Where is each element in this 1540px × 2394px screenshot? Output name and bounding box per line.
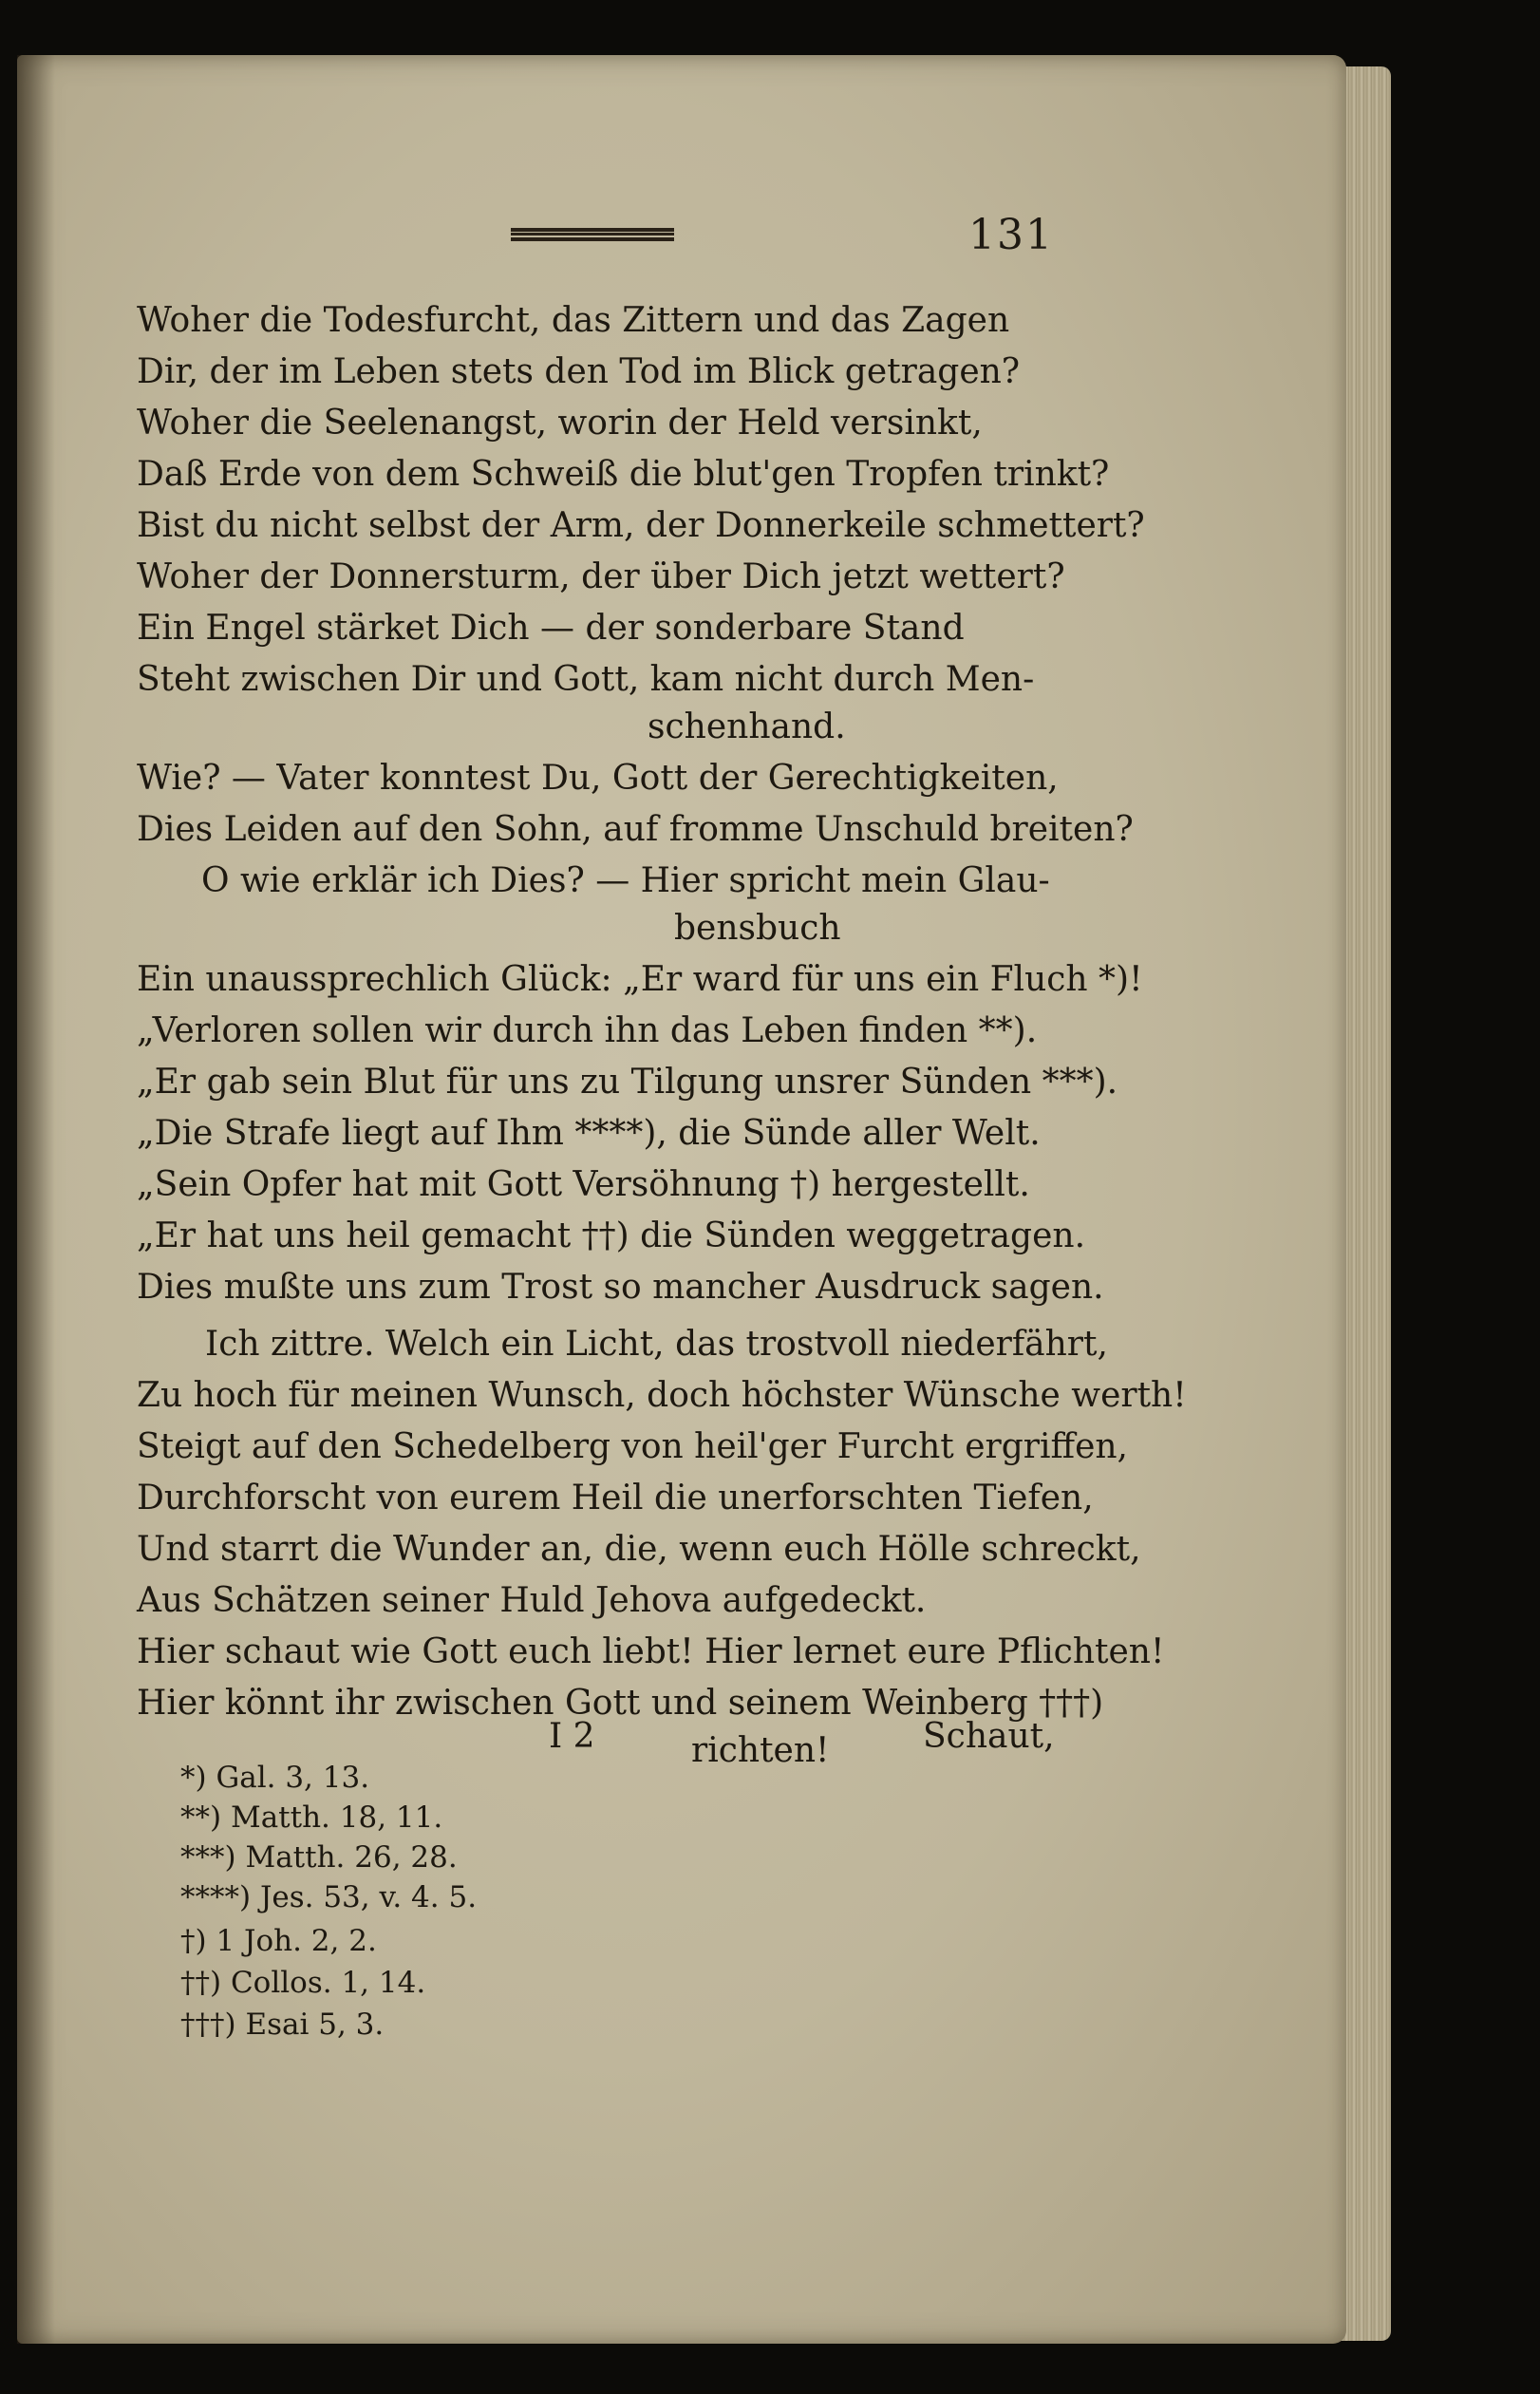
poem-line: Aus Schätzen seiner Huld Jehova aufgedeckt.: [137, 1581, 927, 1620]
poem-line: Dies mußte uns zum Trost so mancher Ausdruck sagen.: [137, 1268, 1104, 1307]
signature-mark: I 2: [549, 1717, 595, 1756]
page-number: 131: [968, 211, 1054, 259]
poem-line: Dir, der im Leben stets den Tod im Blick getragen?: [137, 352, 1021, 391]
gutter-shadow: [17, 55, 55, 2344]
footnote: *) Gal. 3, 13.: [180, 1761, 370, 1795]
poem-line: Ein Engel stärket Dich — der sonderbare Stand: [137, 609, 965, 648]
poem-line: Zu hoch für meinen Wunsch, doch höchster Wünsche werth!: [137, 1376, 1187, 1415]
poem-line: Hier schaut wie Gott euch liebt! Hier lernet eure Pflichten!: [137, 1632, 1165, 1671]
footnote: **) Matth. 18, 11.: [180, 1800, 443, 1835]
poem-line: „Verloren sollen wir durch ihn das Leben finden **).: [137, 1011, 1038, 1050]
poem-line: Und starrt die Wunder an, die, wenn euch Hölle schreckt,: [137, 1530, 1141, 1569]
poem-line: bensbuch: [674, 909, 841, 948]
poem-line: Daß Erde von dem Schweiß die blut'gen Tropfen trinkt?: [137, 455, 1110, 494]
poem-line: schenhand.: [648, 707, 846, 746]
poem-line: O wie erklär ich Dies? — Hier spricht mein Glau-: [201, 861, 1050, 900]
footnote: †††) Esai 5, 3.: [180, 2008, 385, 2042]
poem-line: Steht zwischen Dir und Gott, kam nicht durch Men-: [137, 660, 1035, 699]
poem-line: Steigt auf den Schedelberg von heil'ger Furcht ergriffen,: [137, 1427, 1128, 1466]
footnote: †) 1 Joh. 2, 2.: [180, 1924, 377, 1958]
poem-line: Wie? — Vater konntest Du, Gott der Gerechtigkeiten,: [137, 759, 1059, 798]
poem-line: Durchforscht von eurem Heil die unerforschten Tiefen,: [137, 1479, 1094, 1517]
poem-line: „Er gab sein Blut für uns zu Tilgung unsrer Sünden ***).: [137, 1063, 1118, 1102]
poem-line: Ich zittre. Welch ein Licht, das trostvoll niederfährt,: [205, 1325, 1108, 1364]
poem-line: Woher die Todesfurcht, das Zittern und das Zagen: [137, 301, 1010, 340]
poem-line: Woher der Donnersturm, der über Dich jetzt wettert?: [137, 557, 1065, 596]
poem-line: Hier könnt ihr zwischen Gott und seinem Weinberg †††): [137, 1684, 1104, 1723]
catchword: Schaut,: [923, 1717, 1055, 1756]
poem-line: „Sein Opfer hat mit Gott Versöhnung †) hergestellt.: [137, 1165, 1030, 1204]
poem-line: Dies Leiden auf den Sohn, auf fromme Unschuld breiten?: [137, 810, 1134, 849]
poem-line: Bist du nicht selbst der Arm, der Donnerkeile schmettert?: [137, 506, 1145, 545]
poem-line: Ein unaussprechlich Glück: „Er ward für uns ein Fluch *)!: [137, 960, 1143, 999]
footnote: ***) Matth. 26, 28.: [180, 1840, 458, 1875]
footnote: ††) Collos. 1, 14.: [180, 1966, 426, 2000]
footnote: ****) Jes. 53, v. 4. 5.: [180, 1880, 478, 1914]
poem-line: richten!: [691, 1731, 830, 1770]
poem-line: Woher die Seelenangst, worin der Held versinkt,: [137, 404, 983, 443]
header-rule: [511, 228, 674, 241]
poem-line: „Er hat uns heil gemacht ††) die Sünden weggetragen.: [137, 1216, 1086, 1255]
poem-line: „Die Strafe liegt auf Ihm ****), die Sünde aller Welt.: [137, 1114, 1041, 1153]
